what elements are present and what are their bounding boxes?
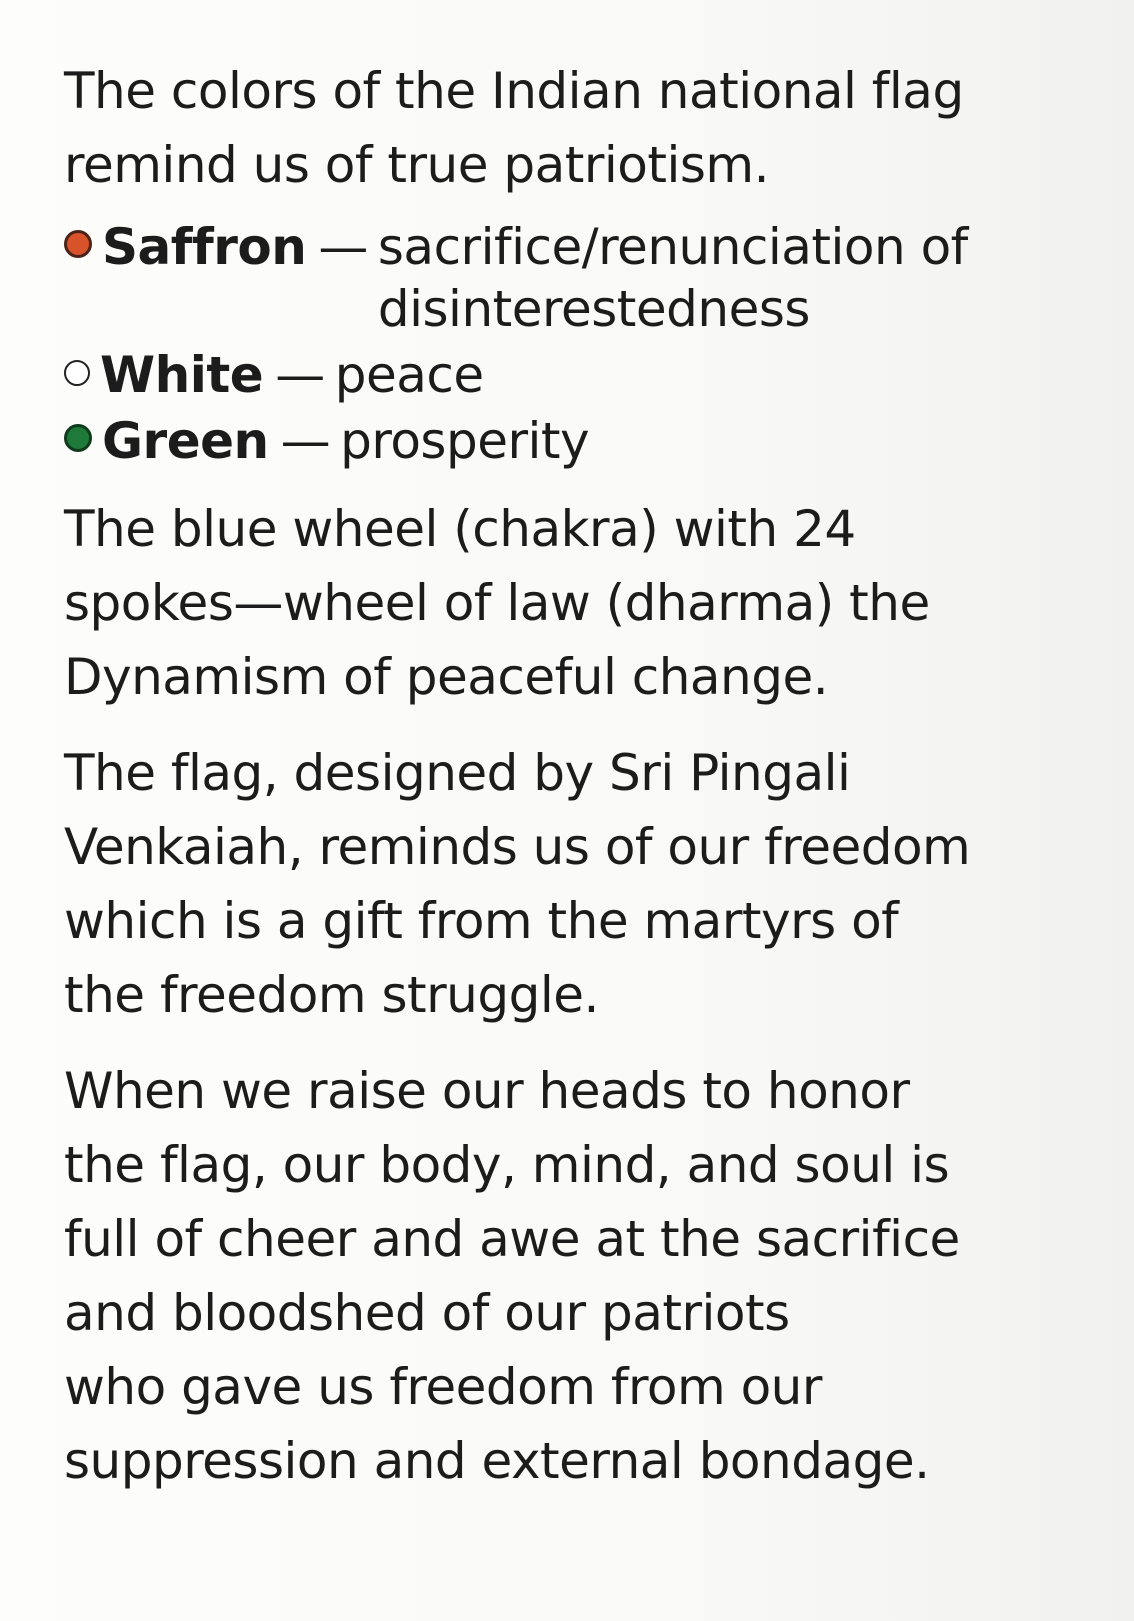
designer-line: The flag, designed by Sri Pingali bbox=[64, 744, 851, 802]
honor-line: full of cheer and awe at the sacrifice bbox=[64, 1210, 960, 1268]
wheel-paragraph bbox=[64, 492, 1074, 714]
color-item-saffron bbox=[64, 214, 1074, 342]
honor-line: When we raise our heads to honor bbox=[64, 1062, 910, 1120]
intro-line: remind us of true patriotism. bbox=[64, 136, 770, 194]
honor-line: who gave us freedom from our bbox=[64, 1358, 822, 1416]
color-name: Green bbox=[102, 412, 269, 470]
dash: — bbox=[318, 218, 368, 276]
intro-line: The colors of the Indian national flag bbox=[64, 62, 964, 120]
color-meaning: prosperity bbox=[340, 412, 590, 470]
designer-line: which is a gift from the martyrs of bbox=[64, 892, 899, 950]
color-item-white bbox=[64, 342, 1074, 408]
dash: — bbox=[275, 346, 325, 404]
color-meaning: peace bbox=[334, 346, 484, 404]
wheel-line: The blue wheel (chakra) with 24 bbox=[64, 500, 856, 558]
meaning-line: disinterestedness bbox=[377, 280, 810, 338]
meaning-line: sacrifice/renunciation of bbox=[377, 218, 968, 276]
color-name: Saffron bbox=[102, 218, 307, 276]
flag-colors-list bbox=[64, 214, 1074, 474]
honor-line: the flag, our body, mind, and soul is bbox=[64, 1136, 950, 1194]
designer-line: the freedom struggle. bbox=[64, 966, 599, 1024]
color-item-green bbox=[64, 408, 1074, 474]
designer-paragraph bbox=[64, 736, 1074, 1032]
honor-line: suppression and external bondage. bbox=[64, 1432, 930, 1490]
intro-paragraph bbox=[64, 54, 1074, 202]
color-name: White bbox=[100, 346, 264, 404]
wheel-line: spokes—wheel of law (dharma) the bbox=[64, 574, 930, 632]
document-body bbox=[64, 54, 1074, 1520]
color-meaning bbox=[378, 214, 968, 342]
dash: — bbox=[280, 412, 331, 470]
saffron-bullet-icon bbox=[64, 230, 92, 258]
honor-line: and bloodshed of our patriots bbox=[64, 1284, 790, 1342]
designer-line: Venkaiah, reminds us of our freedom bbox=[64, 818, 971, 876]
honor-paragraph bbox=[64, 1054, 1074, 1498]
wheel-line: Dynamism of peaceful change. bbox=[64, 648, 829, 706]
white-bullet-icon bbox=[64, 360, 90, 386]
green-bullet-icon bbox=[64, 424, 92, 452]
